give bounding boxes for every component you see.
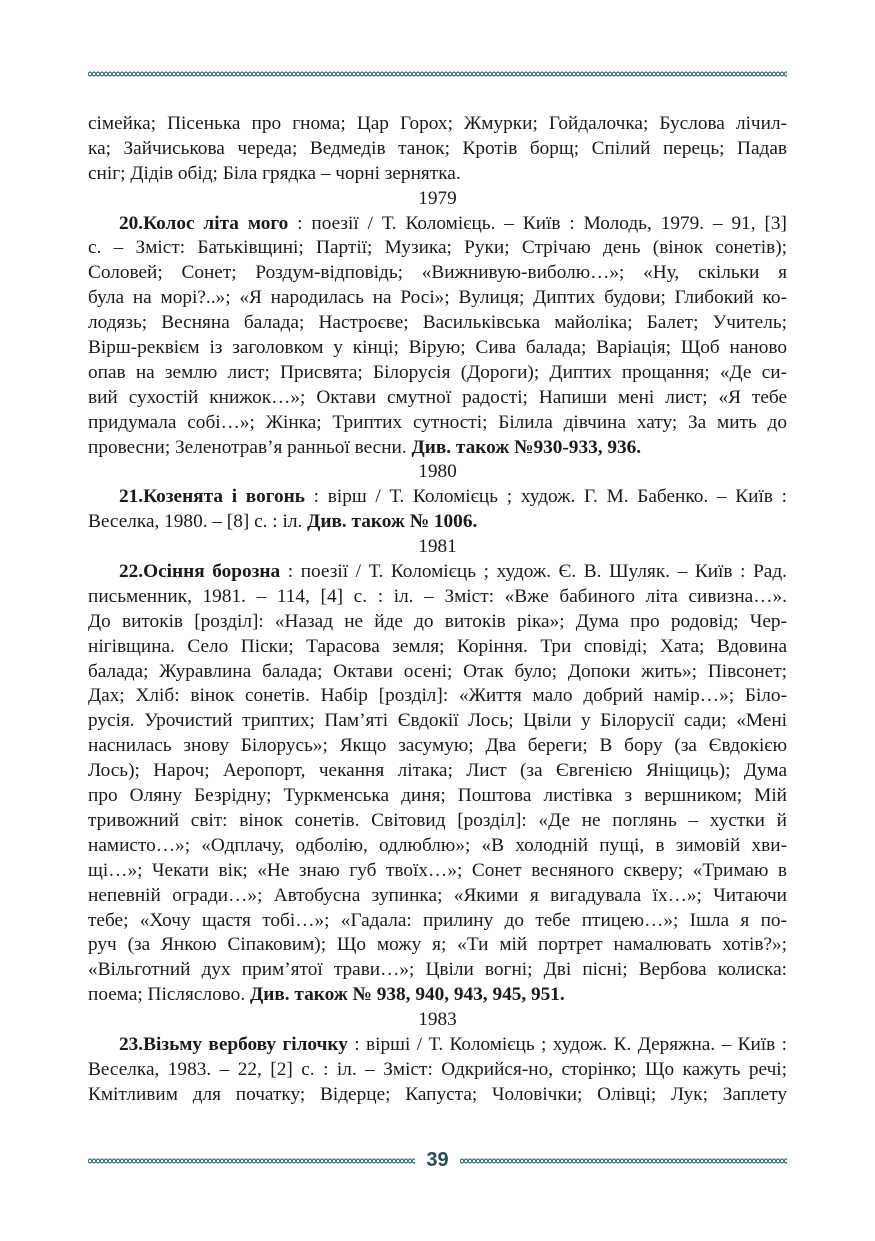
bibliography-text (88, 112, 787, 1108)
entry-text: : поезії / Т. Коломієць. – Київ : Молодь, 1979. – 91, [3] (288, 212, 787, 234)
entry-title: Колос літа мого (143, 212, 289, 234)
text-line: опав на землю лист; Присвята; Білорусія (Дороги); Диптих прощання; «Де си- (88, 361, 787, 383)
entry-20-first-line (88, 212, 787, 237)
text-line: наснилась знову Білорусь»; Якщо засумую; Два береги; В бору (за Євдокією (88, 735, 787, 757)
text-line: ка; Зайчиськова череда; Ведмедів танок; Кротів борщ; Спілий перець; Падав (88, 137, 787, 159)
text-line: намисто…»; «Одплачу, одболію, одлюблю»; «В холодній пущі, в зимовій хви- (88, 834, 787, 856)
footer-ornament-rule-left (88, 1157, 415, 1165)
year-heading: 1979 (418, 187, 457, 209)
text-line: До витоків [розділ]: «Назад не йде до витоків ріка»; Дума про родовід; Чер- (88, 610, 787, 632)
entry-text: : вірш / Т. Коломієць ; худож. Г. М. Бабенко. – Київ : (304, 486, 787, 508)
text-line: непевній огради…»; Автобусна зупинка; «Якими я вигадувала їх…»; Читаючи (88, 884, 787, 906)
page-number: 39 (426, 1149, 449, 1171)
text-line: Соловей; Сонет; Роздум-відповідь; «Вижнивую-виболю…»; «Ну, скільки я (88, 262, 787, 284)
text-line: с. – Зміст: Батьківщині; Партії; Музика; Руки; Стрічаю день (вінок сонетів); (88, 237, 787, 259)
text-line: Вірш-реквієм із заголовком у кінці; Вірую; Сива балада; Варіація; Щоб наново (88, 337, 787, 359)
text-line: русія. Урочистий триптих; Пам’яті Євдокії Лось; Цвіли у Білорусії сади; «Мені (88, 710, 787, 732)
text-line: вий сухостій книжок…»; Октави смутної радості; Напиши мені лист; «Я тебе (88, 386, 787, 408)
entry-number: 23. (119, 1033, 144, 1055)
text-line: про Оляну Безрідну; Туркменська диня; Поштова листівка з вершником; Мій (88, 785, 787, 807)
year-heading: 1983 (418, 1009, 457, 1031)
text-line: щі…»; Чекати вік; «Не знаю губ твоїх…»; Сонет весняного скверу; «Тримаю в (88, 859, 787, 881)
text-line: сімейка; Пісенька про гнома; Цар Горох; Жмурки; Гойдалочка; Буслова лічил- (88, 113, 787, 134)
text-line: тебе; «Хочу щастя тобі…»; «Гадала: прилину до тебе птицею…»; Ішла я по- (88, 909, 787, 931)
text-line: Лось); Нароч; Аеропорт, чекання літака; Лист (за Євгенією Яніщиць); Дума (88, 760, 787, 782)
entry-text: провесни; Зеленотрав’я ранньої весни. (88, 436, 412, 458)
year-heading: 1980 (418, 461, 457, 483)
entry-title: Козенята і вогонь (143, 486, 305, 508)
text-line: лодязь; Весняна балада; Настроєве; Васильківська майоліка; Балет; Учитель; (88, 312, 787, 334)
text-line: придумала собі…»; Жінка; Триптих сутності; Білила дівчина хату; За мить до (88, 411, 787, 433)
entry-22-last-line (88, 983, 787, 1008)
entry-22-first-line (88, 560, 787, 585)
entry-text: поема; Післяслово. (88, 984, 250, 1006)
text-line: «Вільготний дух прим’ятої трави…»; Цвіли вогні; Дві пісні; Вербова колиска: (88, 959, 787, 981)
entry-number: 21. (119, 486, 144, 508)
text-line: тривожний світ: вінок сонетів. Світовид [розділ]: «Де не поглянь – хустки й (88, 809, 787, 831)
see-also-reference: Див. також №930-933, 936. (411, 436, 642, 458)
year-heading: 1981 (418, 536, 457, 558)
text-line: Кмітливим для початку; Відерце; Капуста; Чоловічки; Олівці; Лук; Заплету (88, 1083, 787, 1105)
entry-title: Осіння борозна (143, 561, 281, 583)
see-also-reference: Див. також № 938, 940, 943, 945, 951. (249, 984, 565, 1006)
text-line: нігівщина. Село Піски; Тарасова земля; Коріння. Три сповіді; Хата; Вдовина (88, 635, 787, 657)
text-line: балада; Журавлина балада; Октави осені; Отак було; Допоки жить»; Півсонет; (88, 660, 787, 682)
entry-text: Веселка, 1980. – [8] с. : іл. (88, 511, 308, 533)
entry-text: : вірші / Т. Коломієць ; худож. К. Деряжна. – Київ : (347, 1033, 787, 1055)
entry-23-first-line (88, 1033, 787, 1058)
page-footer (88, 1150, 787, 1172)
entry-number: 20. (119, 212, 144, 234)
header-ornament-rule (88, 70, 787, 78)
footer-ornament-rule-right (460, 1157, 787, 1165)
text-line: сніг; Дідів обід; Біла грядка – чорні зернятка. (88, 162, 461, 184)
text-line: Веселка, 1983. – 22, [2] с. : іл. – Зміст: Одкрийся-но, сторінко; Що кажуть речі; (88, 1058, 787, 1080)
text-line: була на морі?..»; «Я народилась на Росі»; Вулиця; Диптих будови; Глибокий ко- (88, 287, 787, 309)
entry-text: : поезії / Т. Коломієць ; худож. Є. В. Шуляк. – Київ : Рад. (280, 561, 787, 583)
entry-20-last-line (88, 436, 787, 461)
text-line: письменник, 1981. – 114, [4] с. : іл. – Зміст: «Вже бабиного літа сивизна…». (88, 585, 787, 607)
text-line: Дах; Хліб: вінок сонетів. Набір [розділ]: «Життя мало добрий намір…»; Біло- (88, 685, 787, 707)
entry-21-last-line (88, 510, 787, 535)
see-also-reference: Див. також № 1006. (307, 511, 478, 533)
entry-21-first-line (88, 485, 787, 510)
entry-title: Візьму вербову гілочку (143, 1033, 348, 1055)
entry-number: 22. (119, 561, 144, 583)
text-line: руч (за Янкою Сіпаковим); Що можу я; «Ти мій портрет намалювать хотів?»; (88, 934, 787, 956)
